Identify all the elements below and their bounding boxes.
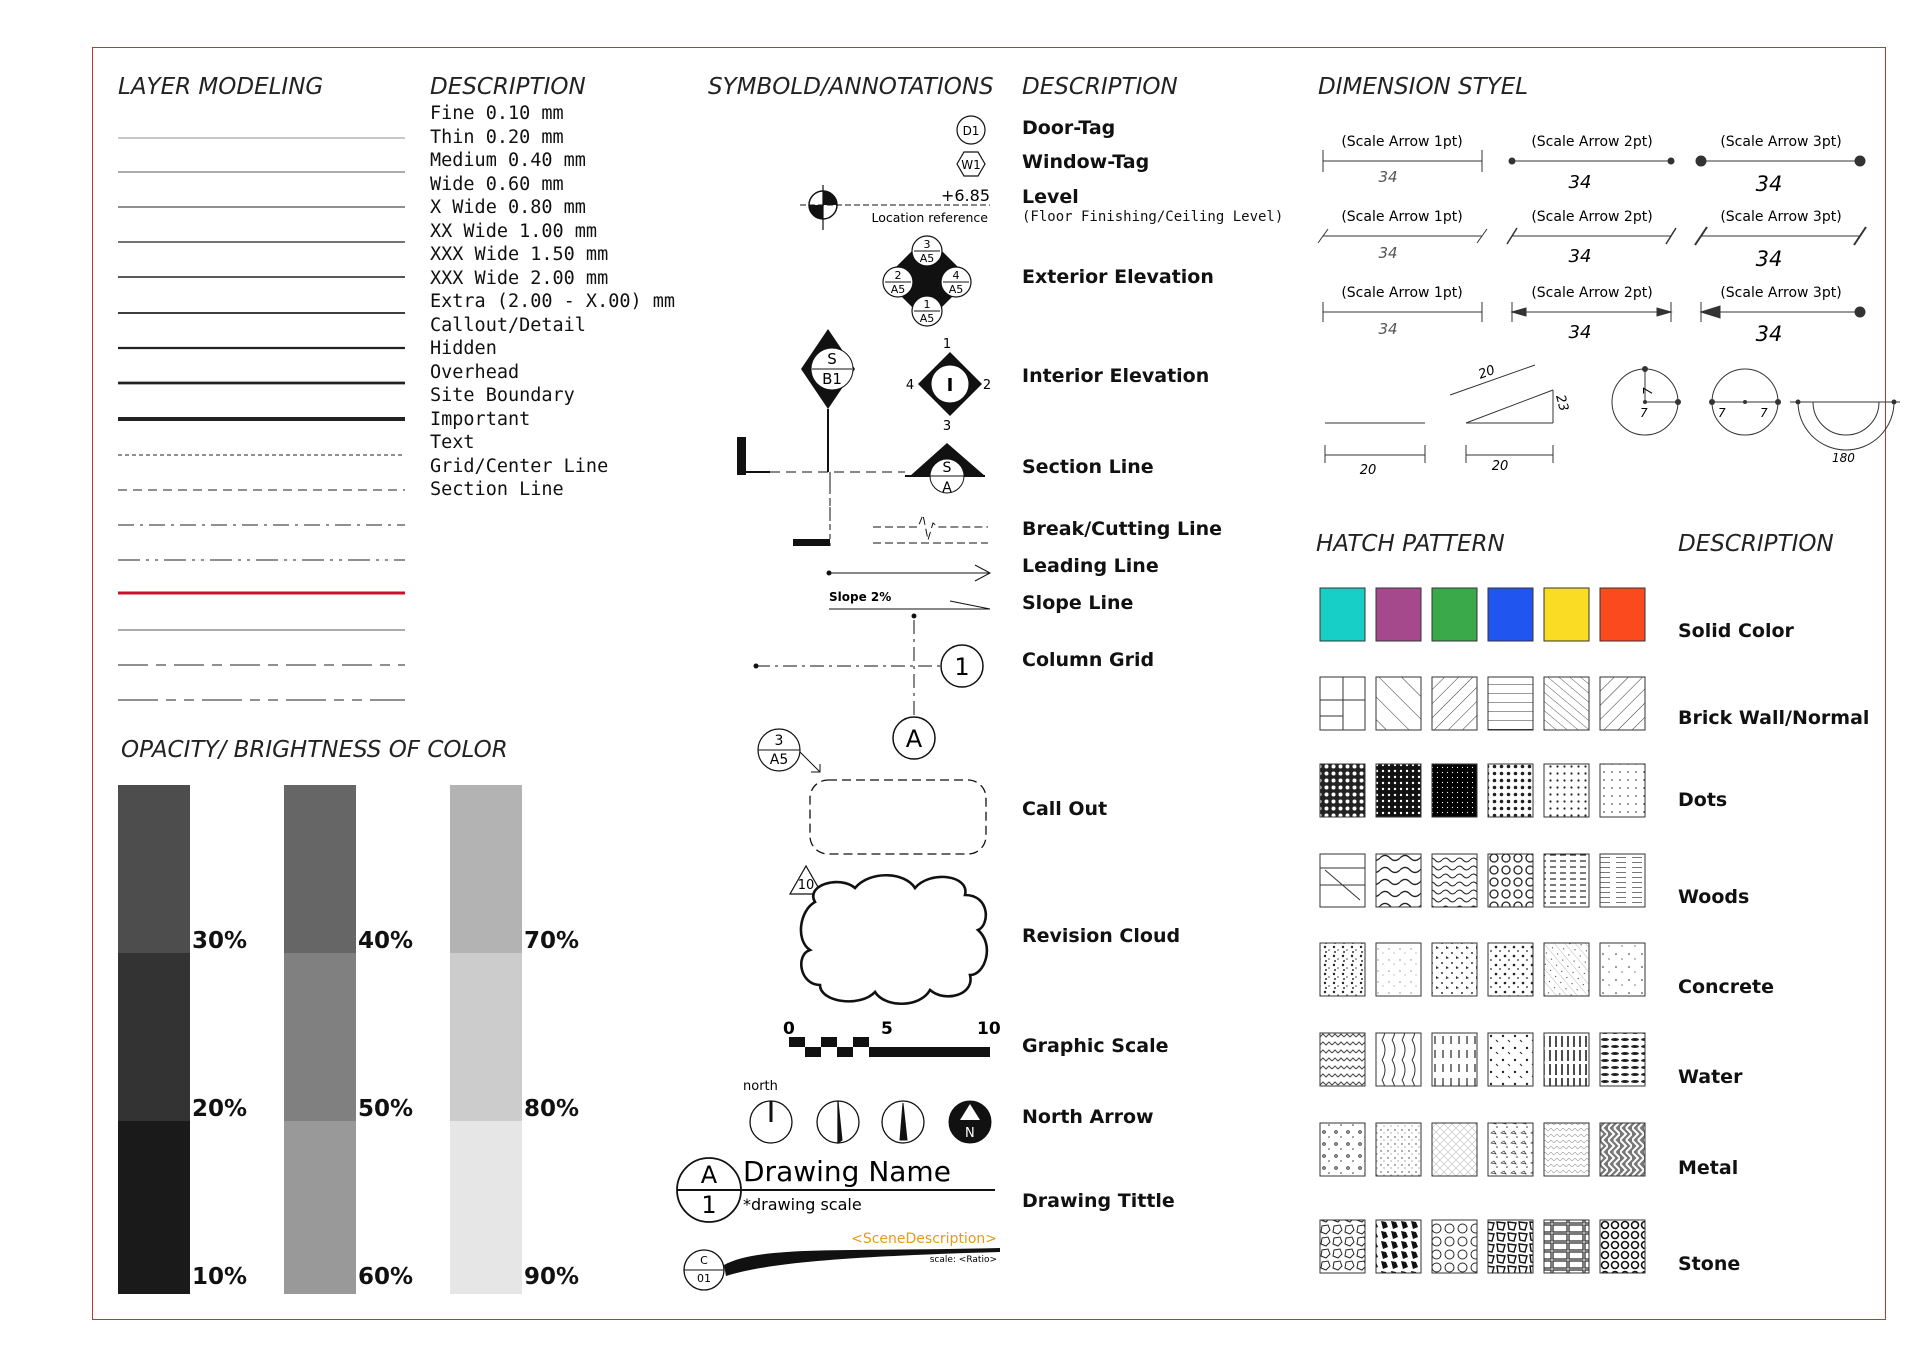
hatch-row-woods [1320,854,1645,907]
solid-blue [1488,588,1533,641]
dim-r3-val-3: 34 [1755,322,1783,346]
pct-50: 50% [358,1096,414,1122]
drawing-scale: *drawing scale [743,1195,862,1214]
layer-desc-11: Overhead [430,362,520,383]
hatch-desc-dots: Dots [1678,789,1728,811]
dimension-style-header: DIMENSION STYEL [1318,74,1529,100]
desc-revision-cloud: Revision Cloud [1022,925,1181,947]
dim-r3-label-2: (Scale Arrow 2pt) [1531,285,1653,301]
hatch-row-solid [1320,588,1645,641]
desc-level-note: (Floor Finishing/Ceiling Level) [1022,209,1284,225]
dim-r1-label-2: (Scale Arrow 2pt) [1531,134,1653,150]
dim-r2-val-1: 34 [1378,244,1398,262]
scale-10: 10 [977,1019,1001,1039]
hatch-desc-water: Water [1678,1066,1743,1088]
layer-description-header: DESCRIPTION [430,74,586,100]
layer-desc-7: XXX Wide 2.00 mm [430,268,609,289]
location-reference: Location reference [871,210,988,225]
hatch-row-dots [1320,764,1645,817]
desc-exterior-elevation: Exterior Elevation [1022,266,1214,288]
layer-desc-2: Medium 0.40 mm [430,150,586,171]
solid-magenta [1376,588,1421,641]
dim-r1-label-1: (Scale Arrow 1pt) [1341,134,1463,150]
dim-angled-20-bottom: 20 [1491,459,1509,474]
dim-radius-7-a: 7 [1641,387,1655,395]
north-label: north [743,1079,778,1094]
dim-r3-label-1: (Scale Arrow 1pt) [1341,285,1463,301]
layer-desc-12: Site Boundary [430,385,575,406]
layer-desc-1: Thin 0.20 mm [430,127,564,148]
scale-0: 0 [783,1019,795,1039]
dim-angled-23: 23 [1552,393,1571,414]
desc-column-grid: Column Grid [1022,649,1155,671]
callout-3: 3 [774,733,784,749]
hatch-desc-concrete: Concrete [1678,976,1775,998]
desc-drawing-title: Drawing Tittle [1022,1190,1175,1212]
opacity-header: OPACITY/ BRIGHTNESS OF COLOR [121,737,508,763]
pct-10: 10% [192,1264,248,1290]
dim-r1-val-2: 34 [1568,172,1592,193]
ext-3: 3 [923,238,931,251]
layer-desc-6: XXX Wide 1.50 mm [430,244,609,265]
dim-r1-val-1: 34 [1378,168,1398,186]
dim-diam-7-a: 7 [1718,406,1726,420]
desc-slope-line: Slope Line [1022,592,1134,614]
desc-interior-elevation: Interior Elevation [1022,365,1210,387]
pct-40: 40% [358,928,414,954]
dim-arc-180: 180 [1832,451,1855,465]
scene-desc: <SceneDescription> [851,1231,997,1247]
hatch-desc-solid: Solid Color [1678,620,1794,642]
int-s: S [827,350,837,368]
hatch-desc-metal: Metal [1678,1157,1739,1179]
dim-r2-label-3: (Scale Arrow 3pt) [1720,209,1842,225]
pct-60: 60% [358,1264,414,1290]
ext-a5-bottom: A5 [919,312,935,325]
sec-a: A [942,480,952,496]
desc-north-arrow: North Arrow [1022,1106,1154,1128]
desc-call-out: Call Out [1022,798,1108,820]
layer-desc-8: Extra (2.00 - X.00) mm [430,291,676,312]
grid-1: 1 [954,653,970,681]
hatch-row-metal [1320,1123,1645,1176]
dim-radius-7-b: 7 [1640,406,1648,420]
layer-desc-4: X Wide 0.80 mm [430,197,586,218]
solid-green [1432,588,1477,641]
layer-desc-16: Section Line [430,479,564,500]
layer-desc-10: Hidden [430,338,497,359]
hatch-row-concrete [1320,943,1645,996]
layer-desc-3: Wide 0.60 mm [430,174,564,195]
symbols-header: SYMBOLD/ANNOTATIONS [708,74,994,100]
desc-section-line: Section Line [1022,456,1154,478]
hatch-pattern-header: HATCH PATTERN [1316,531,1505,557]
dim-r1-val-3: 34 [1755,172,1783,196]
hatch-row-water [1320,1033,1645,1086]
pct-20: 20% [192,1096,248,1122]
layer-desc-15: Grid/Center Line [430,456,609,477]
slope-label: Slope 2% [829,590,892,604]
ext-2: 2 [894,269,902,282]
ext-a5-left: A5 [890,283,906,296]
pct-90: 90% [524,1264,580,1290]
scene-scale: scale: <Ratio> [929,1255,997,1265]
rev-10: 10 [797,878,815,893]
hatch-desc-brick: Brick Wall/Normal [1678,707,1870,729]
desc-leading-line: Leading Line [1022,555,1159,577]
desc-graphic-scale: Graphic Scale [1022,1035,1169,1057]
dim-r2-label-1: (Scale Arrow 1pt) [1341,209,1463,225]
ext-4: 4 [952,269,960,282]
scene-01: 01 [697,1272,711,1285]
dim-r3-val-2: 34 [1568,322,1592,343]
solid-yellow [1544,588,1589,641]
dim-r3-val-1: 34 [1378,320,1398,338]
ext-1: 1 [923,298,931,311]
dim-r2-label-2: (Scale Arrow 2pt) [1531,209,1653,225]
hatch-description-header: DESCRIPTION [1678,531,1834,557]
solid-cyan [1320,588,1365,641]
scene-c: C [700,1254,708,1267]
ext-a5-top: A5 [919,252,935,265]
int-3: 3 [942,419,952,434]
layer-modeling-header: LAYER MODELING [118,74,324,100]
layer-desc-0: Fine 0.10 mm [430,103,564,124]
grid-a: A [905,725,923,753]
desc-level: Level [1022,186,1079,208]
callout-a5: A5 [769,752,789,768]
int-i: I [946,375,954,396]
dim-r1-label-3: (Scale Arrow 3pt) [1720,134,1842,150]
pct-80: 80% [524,1096,580,1122]
dim-diam-7-b: 7 [1760,406,1768,420]
dim-r2-val-3: 34 [1755,247,1783,271]
int-1: 1 [942,337,952,352]
dim-r2-val-2: 34 [1568,246,1592,267]
sec-s: S [942,460,952,476]
hatch-desc-woods: Woods [1678,886,1750,908]
desc-door-tag: Door-Tag [1022,117,1116,139]
hatch-row-stone [1320,1220,1645,1273]
pct-70: 70% [524,928,580,954]
dim-r3-label-3: (Scale Arrow 3pt) [1720,285,1842,301]
solid-red [1600,588,1645,641]
desc-break-line: Break/Cutting Line [1022,518,1223,540]
int-4: 4 [905,378,915,393]
door-tag-label: D1 [962,124,980,138]
level-value: +6.85 [940,186,990,205]
int-2: 2 [982,378,992,393]
hatch-desc-stone: Stone [1678,1253,1741,1275]
int-b1: B1 [822,370,842,388]
desc-window-tag: Window-Tag [1022,151,1150,173]
drawing-name: Drawing Name [743,1155,951,1188]
layer-desc-9: Callout/Detail [430,315,586,336]
hatch-row-brick [1320,677,1645,730]
pct-30: 30% [192,928,248,954]
dim-linear-20: 20 [1359,463,1377,478]
north-n: N [965,1126,975,1141]
title-a: A [700,1161,718,1189]
title-1: 1 [701,1191,717,1219]
ext-a5-right: A5 [948,283,964,296]
layer-desc-14: Text [430,432,475,453]
symbols-description-header: DESCRIPTION [1022,74,1178,100]
scale-5: 5 [881,1019,893,1039]
layer-desc-13: Important [430,409,531,430]
dim-angled-20-top: 20 [1476,362,1498,383]
layer-desc-5: XX Wide 1.00 mm [430,221,598,242]
window-tag-label: W1 [961,158,981,172]
